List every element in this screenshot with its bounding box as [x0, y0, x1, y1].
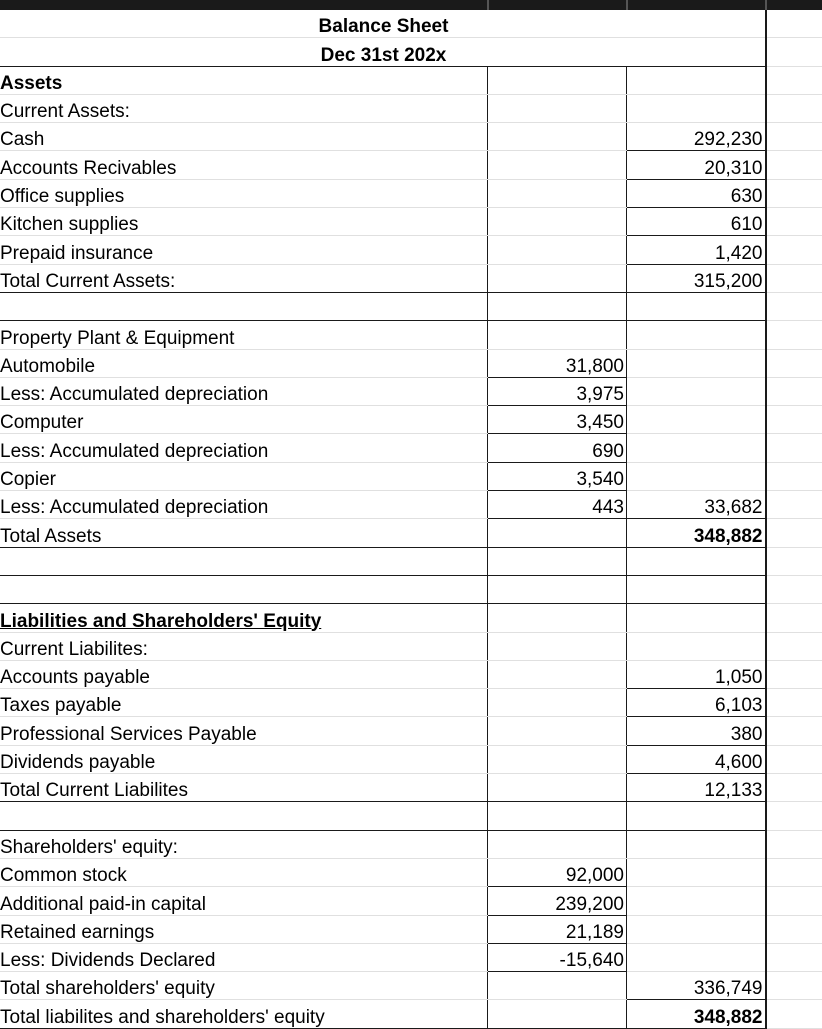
row-label: Additional paid-in capital [0, 887, 488, 915]
total-assets-label: Total Assets [0, 519, 488, 547]
row-label: Cash [0, 123, 488, 151]
column-divider [765, 0, 767, 10]
row-label: Common stock [0, 858, 488, 886]
row-label: Retained earnings [0, 915, 488, 943]
row-label: Computer [0, 406, 488, 434]
row-total: 1,050 [627, 660, 766, 688]
row-amount: 443 [488, 491, 627, 519]
equity-heading: Shareholders' equity: [0, 830, 488, 858]
row-amount: 3,975 [488, 377, 627, 405]
row-amount: 690 [488, 434, 627, 462]
row-label: Taxes payable [0, 689, 488, 717]
total-liabilities-equity-value: 348,882 [627, 1000, 766, 1028]
sheet-title: Balance Sheet [0, 10, 488, 38]
row-total: 630 [627, 179, 766, 207]
row-amount: 31,800 [488, 349, 627, 377]
total-current-assets-label: Total Current Assets: [0, 264, 488, 292]
row-label: Kitchen supplies [0, 208, 488, 236]
row-total: 292,230 [627, 123, 766, 151]
row-total: 610 [627, 208, 766, 236]
total-current-assets-value: 315,200 [627, 264, 766, 292]
row-total: 33,682 [627, 491, 766, 519]
row-total: 4,600 [627, 745, 766, 773]
liabilities-heading [0, 604, 488, 632]
row-amount: -15,640 [488, 943, 627, 971]
total-equity-label: Total shareholders' equity [0, 972, 488, 1000]
assets-heading: Assets [0, 66, 488, 94]
row-label: Accounts payable [0, 660, 488, 688]
total-liabilities-equity-label: Total liabilites and shareholders' equity [0, 1000, 488, 1028]
row-amount: 3,540 [488, 462, 627, 490]
row-total: 380 [627, 717, 766, 745]
row-total: 1,420 [627, 236, 766, 264]
total-current-liabilities-value: 12,133 [627, 774, 766, 802]
row-label: Professional Services Payable [0, 717, 488, 745]
column-divider [626, 0, 628, 10]
ppe-heading: Property Plant & Equipment [0, 321, 488, 349]
liabilities-heading-text: Liabilities and Shareholders' Equity [0, 610, 322, 632]
row-label: Office supplies [0, 179, 488, 207]
row-total: 20,310 [627, 151, 766, 179]
current-assets-heading: Current Assets: [0, 94, 488, 122]
row-label: Accounts Recivables [0, 151, 488, 179]
total-assets-value: 348,882 [627, 519, 766, 547]
row-label: Less: Accumulated depreciation [0, 377, 488, 405]
row-label: Less: Dividends Declared [0, 943, 488, 971]
row-amount: 3,450 [488, 406, 627, 434]
row-amount: 239,200 [488, 887, 627, 915]
row-label: Prepaid insurance [0, 236, 488, 264]
total-equity-value: 336,749 [627, 972, 766, 1000]
row-amount: 92,000 [488, 858, 627, 886]
total-current-liabilities-label: Total Current Liabilites [0, 774, 488, 802]
row-label: Copier [0, 462, 488, 490]
balance-sheet-grid [0, 10, 822, 1029]
row-label: Less: Accumulated depreciation [0, 491, 488, 519]
row-label: Less: Accumulated depreciation [0, 434, 488, 462]
current-liabilities-heading: Current Liabilites: [0, 632, 488, 660]
row-label: Dividends payable [0, 745, 488, 773]
row-total: 6,103 [627, 689, 766, 717]
row-amount: 21,189 [488, 915, 627, 943]
sheet-date: Dec 31st 202x [0, 38, 488, 66]
top-border-bar [0, 0, 822, 10]
column-divider [487, 0, 489, 10]
row-label: Automobile [0, 349, 488, 377]
